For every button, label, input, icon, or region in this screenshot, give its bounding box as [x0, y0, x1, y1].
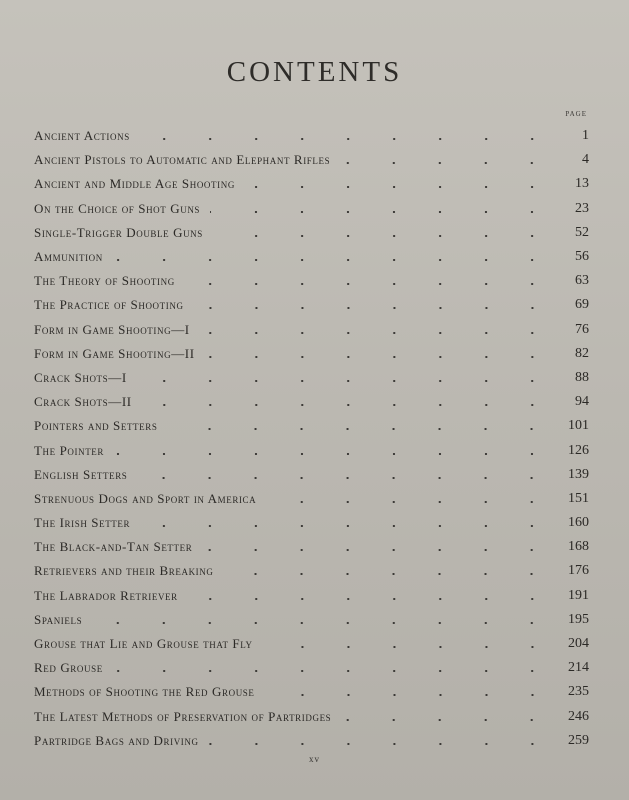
dot-leader — [266, 501, 555, 503]
dot-leader — [137, 380, 555, 382]
toc-entry — [34, 221, 589, 245]
dot-leader — [213, 235, 555, 237]
dot-leader — [223, 573, 555, 575]
toc-entry-page: 235 — [568, 684, 589, 700]
dot-leader — [202, 549, 555, 551]
toc-entry-title: The Latest Methods of Preservation of Partridges — [34, 708, 332, 724]
dot-leader — [205, 356, 555, 358]
toc-entry-title: Grouse that Lie and Grouse that Fly — [34, 636, 253, 652]
page-title: CONTENTS — [226, 56, 403, 88]
toc-entry-page: 204 — [568, 636, 589, 652]
toc-entry — [34, 124, 589, 148]
toc-entry-page: 63 — [575, 273, 589, 289]
toc-entry-title: The Black-and-Tan Setter — [34, 539, 193, 555]
page-folio: xv — [309, 754, 320, 764]
toc-entry-page: 160 — [568, 515, 589, 531]
toc-entry-page: 168 — [568, 539, 589, 555]
dot-leader — [140, 525, 555, 527]
dot-leader — [114, 453, 555, 455]
table-of-contents — [34, 124, 589, 753]
toc-entry — [34, 318, 589, 342]
toc-entry — [34, 680, 589, 704]
toc-entry — [34, 705, 589, 729]
toc-entry-title: Retrievers and their Breaking — [34, 563, 214, 579]
toc-entry-title: The Labrador Retriever — [34, 587, 178, 603]
toc-entry-page: 13 — [575, 176, 589, 192]
toc-entry-page: 126 — [568, 442, 589, 458]
toc-entry-title: Pointers and Setters — [34, 418, 158, 434]
toc-entry-page: 88 — [575, 369, 589, 385]
toc-entry — [34, 535, 589, 559]
toc-entry-page: 94 — [575, 394, 589, 410]
toc-entry-page: 139 — [568, 466, 589, 482]
toc-entry-title: Single-Trigger Double Guns — [34, 224, 203, 240]
toc-entry-title: Red Grouse — [34, 660, 103, 676]
dot-leader — [142, 404, 555, 406]
toc-entry — [34, 342, 589, 366]
toc-entry-title: Ancient Pistols to Automatic and Elephant Rifles — [34, 152, 331, 168]
toc-entry-title: Ancient and Middle Age Shooting — [34, 176, 235, 192]
toc-entry — [34, 414, 589, 438]
toc-entry-page: 214 — [568, 660, 589, 676]
dot-leader — [263, 646, 555, 648]
toc-entry — [34, 148, 589, 172]
toc-entry-page: 259 — [568, 732, 589, 748]
toc-entry — [34, 729, 589, 753]
toc-entry-title: Methods of Shooting the Red Grouse — [34, 684, 255, 700]
toc-entry-title: Crack Shots—II — [34, 394, 132, 410]
toc-entry-page: 191 — [568, 587, 589, 603]
dot-leader — [341, 719, 555, 721]
dot-leader — [137, 477, 555, 479]
toc-entry-title: Form in Game Shooting—II — [34, 345, 195, 361]
toc-entry-page: 195 — [568, 611, 589, 627]
toc-entry-title: English Setters — [34, 466, 128, 482]
toc-entry-title: Crack Shots—I — [34, 369, 127, 385]
dot-leader — [209, 743, 555, 745]
toc-entry-page: 4 — [582, 152, 589, 168]
toc-entry — [34, 656, 589, 680]
toc-entry-page: 23 — [575, 200, 589, 216]
toc-entry-title: Spaniels — [34, 611, 83, 627]
dot-leader — [113, 670, 555, 672]
toc-entry-title: Partridge Bags and Driving — [34, 732, 199, 748]
toc-entry-page: 56 — [575, 249, 589, 265]
dot-leader — [167, 428, 555, 430]
toc-entry — [34, 293, 589, 317]
toc-entry — [34, 172, 589, 196]
toc-entry-page: 176 — [568, 563, 589, 579]
dot-leader — [188, 598, 555, 600]
toc-entry — [34, 197, 589, 221]
dot-leader — [113, 259, 555, 261]
toc-entry — [34, 511, 589, 535]
toc-entry-page: 101 — [568, 418, 589, 434]
toc-entry-page: 69 — [575, 297, 589, 313]
toc-entry-page: 151 — [568, 490, 589, 506]
toc-entry-title: Form in Game Shooting—I — [34, 321, 190, 337]
toc-entry-title: Ammunition — [34, 249, 103, 265]
toc-entry-title: Ancient Actions — [34, 128, 130, 144]
toc-entry-page: 76 — [575, 321, 589, 337]
toc-entry — [34, 390, 589, 414]
dot-leader — [210, 211, 555, 213]
dot-leader — [200, 332, 555, 334]
dot-leader — [140, 138, 555, 140]
dot-leader — [265, 694, 556, 696]
toc-entry — [34, 632, 589, 656]
toc-entry — [34, 559, 589, 583]
toc-entry — [34, 487, 589, 511]
toc-entry-page: 1 — [582, 128, 589, 144]
toc-entry — [34, 463, 589, 487]
dot-leader — [92, 622, 555, 624]
toc-entry — [34, 438, 589, 462]
page-column-label: PAGE — [565, 110, 587, 118]
toc-entry-title: On the Choice of Shot Guns — [34, 200, 201, 216]
toc-entry-title: The Pointer — [34, 442, 105, 458]
dot-leader — [245, 186, 555, 188]
dot-leader — [185, 283, 555, 285]
toc-entry — [34, 269, 589, 293]
toc-entry-title: The Theory of Shooting — [34, 273, 175, 289]
toc-entry-page: 82 — [575, 345, 589, 361]
dot-leader — [194, 307, 555, 309]
toc-entry — [34, 245, 589, 269]
toc-entry-title: The Irish Setter — [34, 515, 131, 531]
toc-entry-title: The Practice of Shooting — [34, 297, 184, 313]
dot-leader — [340, 162, 555, 164]
toc-entry-page: 52 — [575, 224, 589, 240]
toc-entry-title: Strenuous Dogs and Sport in America — [34, 490, 257, 506]
toc-entry — [34, 366, 589, 390]
toc-entry — [34, 608, 589, 632]
toc-entry — [34, 584, 589, 608]
toc-entry-page: 246 — [568, 708, 589, 724]
